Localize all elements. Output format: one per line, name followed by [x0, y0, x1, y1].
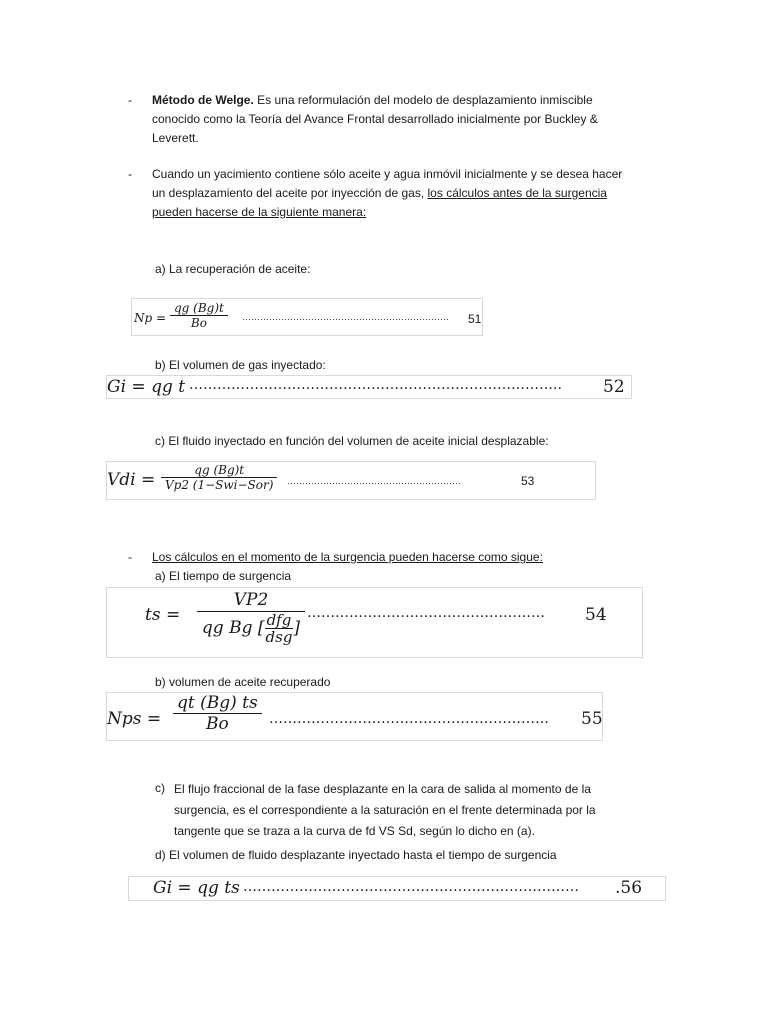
- eq54-leader: ……………………………………………: [307, 605, 545, 621]
- eq54-derivative-num: dfg: [266, 611, 292, 629]
- before-breakthrough-note: los cálculos antes de la surgencia pueden hacerse de la siguiente manera:: [152, 186, 607, 219]
- at-breakthrough-heading: Los cálculos en el momento de la surgencia pueden hacerse como sigue:: [152, 550, 543, 564]
- eq51-lhs: Np =: [134, 311, 167, 325]
- eq54-den-post: ]: [293, 618, 301, 638]
- eq53-leader: ………………………………………………….: [287, 476, 461, 486]
- bullet-dash: -: [128, 93, 132, 107]
- equation-53: [106, 461, 596, 500]
- eq56-leader: ………………………………………………………………: [243, 879, 579, 895]
- welge-text: Es una reformulación del modelo de desplazamiento inmiscible conocido como la Teoría del Avance Frontal desarrollado inicialmente por Buckley & Leverett.: [152, 93, 598, 145]
- item-c-label: c): [155, 781, 165, 795]
- item-c-injected-fluid: c) El fluido inyectado en función del volumen de aceite inicial desplazable:: [155, 434, 549, 448]
- eq54-den-pre: qg Bg [: [201, 618, 265, 638]
- eq51-denominator: Bo: [170, 315, 228, 330]
- welge-heading: Método de Welge.: [152, 93, 254, 107]
- item-a-oil-recovery: a) La recuperación de aceite:: [155, 262, 311, 276]
- eq54-fraction: [197, 590, 305, 645]
- eq56-number: .56: [615, 878, 643, 898]
- eq54-lhs: ts =: [145, 605, 181, 625]
- eq53-numerator: qg (Bg)t: [194, 463, 245, 477]
- eq54-derivative: [265, 612, 294, 645]
- bullet-dash: -: [128, 167, 132, 181]
- item-b-oil-recovered: b) volumen de aceite recuperado: [155, 675, 331, 689]
- eq55-denominator: Bo: [173, 713, 262, 734]
- eq51-number: 51: [468, 312, 482, 326]
- equation-52: [106, 375, 632, 399]
- eq54-numerator: VP2: [233, 590, 269, 610]
- eq51-fraction: [170, 301, 228, 330]
- item-c-fractional-flow: El flujo fraccional de la fase desplazante en la cara de salida al momento de la surgencia, es el correspondiente a la saturación en el frente determinada por la tangente que se traza a la curva de fd VS Sd, según lo dicho en (a).: [174, 782, 596, 838]
- eq51-numerator: qg (Bg)t: [174, 301, 224, 315]
- eq51-leader: ……………………………………………………………: [242, 312, 449, 322]
- eq54-number: 54: [585, 605, 607, 625]
- eq53-lhs: Vdi =: [107, 470, 156, 490]
- eq53-denominator: Vp2 (1−Swi−Sor): [161, 477, 277, 492]
- eq55-lhs: Nps =: [107, 709, 162, 729]
- eq54-denominator: [197, 611, 305, 645]
- equation-56: [128, 876, 666, 901]
- item-b-gas-injected: b) El volumen de gas inyectado:: [155, 358, 326, 372]
- eq52-expression: Gi = qg t: [107, 377, 186, 397]
- gas-injection-paragraph: [152, 165, 632, 222]
- eq52-number: 52: [603, 377, 625, 397]
- eq53-number: 53: [521, 474, 535, 488]
- welge-paragraph: [152, 91, 632, 148]
- eq55-number: 55: [581, 709, 603, 729]
- item-d-injected-until-breakthrough: d) El volumen de fluido desplazante inyectado hasta el tiempo de surgencia: [155, 848, 557, 862]
- eq55-leader: ……………………………………………………: [269, 711, 549, 727]
- equation-55: [106, 692, 603, 741]
- eq55-numerator: qt (Bg) ts: [177, 693, 258, 713]
- eq55-fraction: [173, 693, 262, 734]
- eq52-leader: ……………………………………………………………………..: [189, 377, 562, 393]
- eq54-derivative-den: dsg: [265, 628, 293, 646]
- equation-51: [131, 298, 483, 336]
- eq56-expression: Gi = qg ts: [153, 878, 240, 898]
- bullet-dash: -: [128, 550, 132, 564]
- gas-injection-text: Cuando un yacimiento contiene sólo aceite y agua inmóvil inicialmente y se desea hacer un desplazamiento del aceite por inyección de gas,: [152, 167, 623, 200]
- item-a-breakthrough-time: a) El tiempo de surgencia: [155, 569, 292, 583]
- equation-54: [106, 587, 643, 658]
- eq53-fraction: [161, 463, 277, 492]
